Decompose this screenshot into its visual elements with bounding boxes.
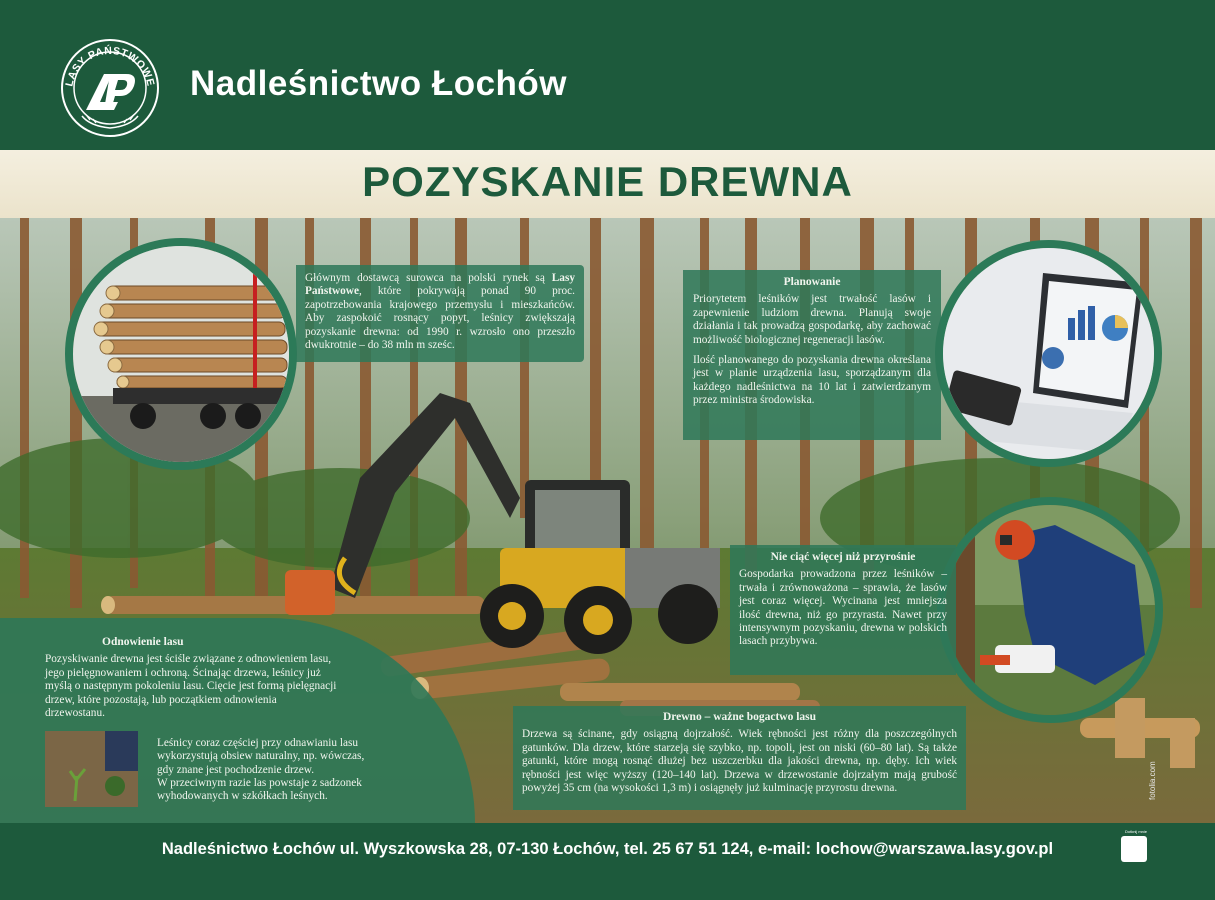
no-overcut-heading: Nie ciąć więcej niż przyrośnie [770, 551, 916, 563]
laptop-charts-photo [935, 240, 1162, 467]
renewal-heading: Odnowienie lasu [102, 636, 184, 648]
org-name: Nadleśnictwo Łochów [190, 64, 568, 103]
photo-credit: fotolia.com [1148, 761, 1157, 800]
intro-text: Głównym dostawcą surowca na polski rynek są Lasy Państwowe, które pokrywają ponad 90 proc. zapotrzebowania krajowego przemysłu i mieszkańców. Aby zaspokoić rosnący popyt, leśnicy zwiększają pozyskanie drewna: od 1990 r. wzrosło ono przeszło dwukrotnie – do 38 mln m sześc. [305, 272, 575, 352]
seedling-photo [45, 731, 138, 807]
qr-label: Dotknij mnie [1124, 829, 1147, 834]
renewal-paragraph-3: W przeciwnym razie las powstaje z sadzonek wyhodowanych w szkółkach leśnych. [157, 777, 362, 803]
renewal-box [0, 618, 475, 823]
planning-paragraph-2: Ilość planowanego do pozyskania drewna określana jest w planie urządzenia lasu, sporządzanym dla każdego nadleśnictwa na 10 lat i zatwierdzanym przez ministra środowiska. [693, 354, 931, 407]
lumberjack-chainsaw-photo [937, 497, 1163, 723]
log-truck-photo [65, 238, 297, 470]
footer-contact: Nadleśnictwo Łochów ul. Wyszkowska 28, 07-130 Łochów, tel. 25 67 51 124, e-mail: lochow@warszawa.lasy.gov.pl [161, 840, 1054, 858]
header-bar [0, 0, 1215, 150]
page-title: POZYSKANIE DREWNA [362, 158, 853, 205]
wood-heading: Drewno – ważne bogactwo lasu [662, 711, 817, 723]
renewal-paragraph-1: Pozyskiwanie drewna jest ściśle związane z odnowieniem lasu, jego pielęgnowaniem i ochroną. Ścinając drzewa, leśnicy już myślą o następnym pokoleniu lasu. Cięcie jest formą pielęgnacji drzew, które pozostają, lub początkiem odnowienia drzewostanu. [45, 653, 337, 720]
planning-box [683, 270, 941, 440]
wood-text: Drzewa są ścinane, gdy osiągną dojrzałość. Wiek rębności jest różny dla poszczególnych gatunków. Dla drzew, które starzeją się szybko, np. topoli, jest on niski (60–80 lat). Są także gatunki, które mogą rosnąć dłużej bez uszczerbku dla jakości drewna, np. dęby. Ich wiek rębności jest więc wyższy (120–140 lat). Drzewa w drzewostanie dojrzałym mają grubość powyżej 35 cm (na wysokości 1,3 m) i osiągnęły już kulminację przyrostu drewna. [522, 728, 957, 795]
intro-bold-lp: Lasy Państwowe [305, 272, 575, 298]
lasy-panstwowe-logo [60, 38, 160, 138]
planning-paragraph-1: Priorytetem leśników jest trwałość lasów i zapewnienie ludziom drewna. Planują swoje działania i tak prowadzą gospodarkę, aby zachować możliwość biologicznej regeneracji lasów. [693, 293, 931, 346]
planning-heading: Planowanie [783, 276, 841, 288]
qr-code[interactable] [1121, 836, 1147, 862]
no-overcut-text: Gospodarka prowadzona przez leśników – trwała i zrównoważona – sprawia, że lasów jest coraz więcej. Wycinana jest mniejsza ilość drewna, niż go przyrasta. Nawet przy intensywnym pozyskaniu, drewna w polskich lasach przybywa. [739, 568, 947, 648]
intro-box [296, 265, 584, 362]
logo-ring-text: LASY PAŃSTWOWE [63, 44, 157, 88]
no-overcut-box [730, 545, 956, 675]
renewal-paragraph-2: Leśnicy coraz częściej przy odnawianiu lasu wykorzystują obsiew naturalny, np. wówczas, gdy znane jest pochodzenie drzew. [157, 737, 365, 776]
wood-box [513, 706, 966, 810]
footer-bar [0, 823, 1215, 900]
